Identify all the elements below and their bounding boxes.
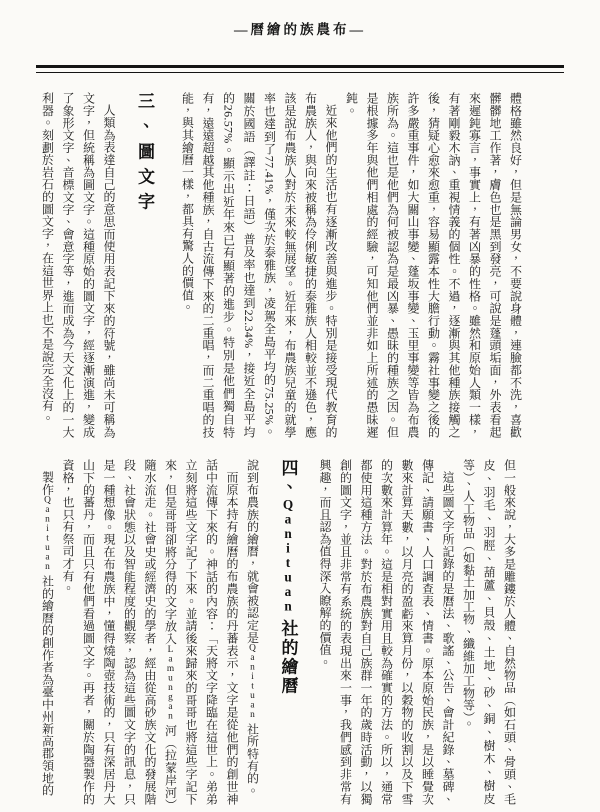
text-band-upper [37, 92, 526, 438]
text-segment: 製作 [40, 471, 55, 496]
book-page [0, 18, 600, 812]
latin-word: Qanituan [42, 495, 53, 572]
paragraph-carving-materials: 但一般來說，大多是雕鏤於人體、自然物品（如石頭、骨頭、毛皮、羽毛、羽脛、葫蘆、貝殼、土地、砂、銅、樹木、樹皮等）、人工物品（如黏土加工物、纖維加工物等）。 [461, 459, 517, 805]
paragraph-education-progress: 近來他們的生活也有逐漸改善與進步。特別是接受現代教育的布農族人，與向來被稱為伶俐敏捷的泰雅族人相較並不遜色，應該是說布農族人對於未來較無展望。近年來，布農族兒童的就學率也達到了77.41%，僅次於泰雅族，凌駕全島平均的75.25%。關於國語（譯註：日語）普及率也達到22.34%，接近全島平均的26.57%。顯示出近年來已有顯著的進步。特別是他們獨自特有，遠遠超越其他種族，自古流傳下來的二重唱，而二重唱的技能，與其繪曆一樣，都具有驚人的價值。 [180, 92, 338, 438]
text-segment: 說到布農族的繪曆，就會被認定是 [245, 459, 260, 644]
text-segment: 社所特有的。 [245, 719, 260, 797]
heading-latin-word: Qanituan [280, 497, 296, 614]
paragraph-pictograph-origin: 人類為表達自己的意思而使用表記下來的符號，雖尚未可稱為文字，但統稱為圖文字。這種原始的圖文字，經逐漸演進，變成了象形文字、音標文字、會意字等，進而成為今天文化上的一大利器。刻劃於岩石的圖文字，在這世界上也不是說完全沒有。 [40, 92, 116, 438]
latin-word: Lamungan [165, 644, 176, 721]
text-segment: 河（拉蒙岸河）隨水流走。社會史或經濟史的學者，經由從高砂族文化的發展階段、社會狀態以及智能程度的觀察，認為這些圖文字的訊息，只是一種想像。現在布農族中，懂得燒陶壺技術的，只有深居丹大山下的蕃丹，而且只有他們看過圖文字。再者，關於陶器製作的資格，也只有祭司才有。 [61, 459, 178, 806]
paragraph-pictograph-records: 這些圖文字所記錄的是曆法、歌謠、公告、會計紀錄、墓碑、傳記、請願書、人口調查表、情書。原本原始民族，是以睡覺次數來計算天數，以月亮的盈虧來算月份，以穀物的收割以及下雪的次數來計算年。這是相對實用且較為確實的方法。所以，通常都使用這種方法。對於布農族對自己族群一年的歲時活動，以獨創的圖文字，並且非常有系統的表現出來一事，我們感到非常有興趣，而且認為值得深入瞭解的價值。 [318, 459, 455, 805]
paragraph-tribe-character: 體格雖然良好，但是無論男女，不要說身體，連臉都不洗，喜歡髒髒地工作著，膚色也是黑到發亮，可說是蓬頭垢面，外表看起來遲鈍寡言，事實上，有著凶暴的性格。雖然和原始人類一樣，有著剛毅木訥、重視情義的個性。不過，逐漸與其他種族接觸之後，猜疑心愈來愈重，容易顯露本性大膽行動。霧社事變之後的許多嚴重事件，如大關山事變、蓬坂事變、玉里事變等皆為布農族所為。這也是他們為何被認為是最凶暴、愚昧的種族之因。但是根據多年與他們相處的經驗，可知他們並非如上所述的愚昧遲鈍。 [344, 92, 523, 438]
heading-cjk-prefix: 四、 [278, 459, 298, 498]
text-band-lower [37, 459, 520, 805]
paragraph-qanituan-unique [242, 459, 263, 805]
text-segment: 社的繪曆的創作者為臺中州新高郡領地的 [40, 571, 55, 797]
text-segment: 而原本持有繪曆的布農族的丹蕃表示，文字是從他們的創世神話中流傳下來的。神話的內容：「天將文字降臨在這世上。弟弟立刻將這些文字記了下來。並請後來歸來的哥哥也將這些字記下來，但是哥哥卻將分得的文字放入 [163, 459, 239, 805]
paragraph-calendar-creator [37, 459, 58, 805]
section-heading-qanituan [277, 459, 299, 805]
divider-rule [36, 65, 564, 73]
heading-cjk-suffix: 社的繪曆 [278, 613, 298, 696]
latin-word: Qanituan [247, 643, 258, 720]
paragraph-creation-myth [58, 459, 243, 805]
section-heading-pictographs: 三、圖文字 [135, 92, 154, 218]
page-title: —曆繪的族農布— [234, 22, 366, 37]
